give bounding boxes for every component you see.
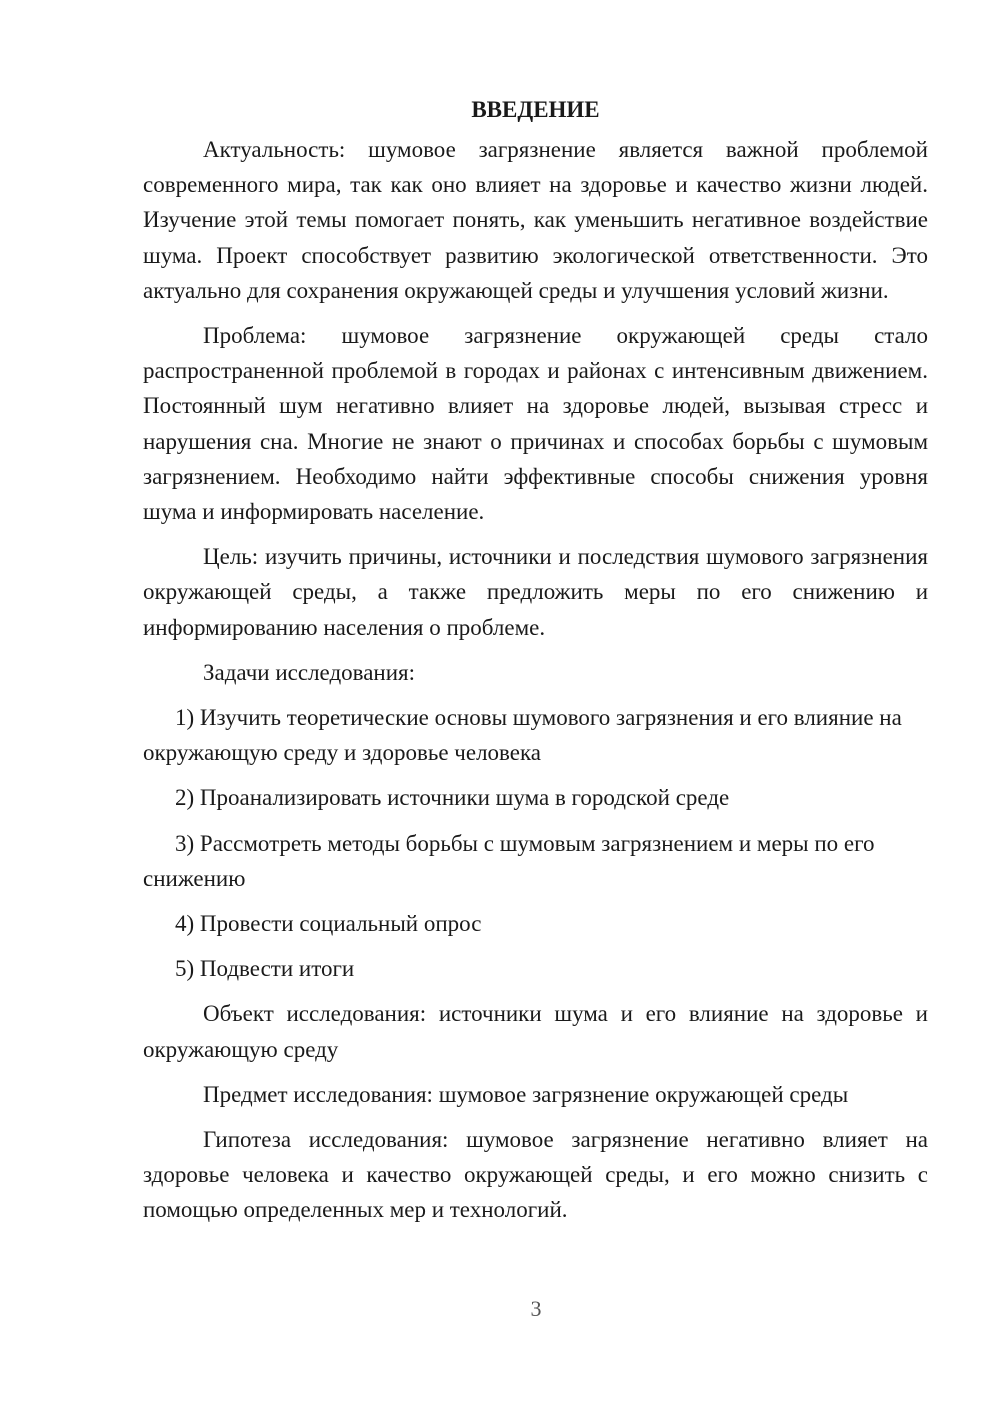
page-content: [143, 92, 928, 1238]
task-item-1: 1) Изучить теоретические основы шумового загрязнения и его влияние на окружающую среду и здоровье человека: [143, 705, 902, 766]
paragraph-hypothesis: Гипотеза исследования: шумовое загрязнение негативно влияет на здоровье человека и качество окружающей среды, и его можно снизить с помощью определенных мер и технологий.: [143, 1127, 928, 1223]
task-item-5: 5) Подвести итоги: [175, 956, 355, 982]
paragraph-subject: Предмет исследования: шумовое загрязнение окружающей среды: [203, 1081, 849, 1107]
task-item-2: 2) Проанализировать источники шума в городской среде: [175, 785, 730, 811]
tasks-title: Задачи исследования:: [203, 659, 416, 685]
paragraph-goal: Цель: изучить причины, источники и последствия шумового загрязнения окружающей среды, а также предложить меры по его снижению и информированию населения о проблеме.: [143, 544, 928, 640]
page-number: 3: [530, 1296, 542, 1321]
paragraph-relevance: Актуальность: шумовое загрязнение является важной проблемой современного мира, так как оно влияет на здоровье и качество жизни людей. Изучение этой темы помогает понять, как уменьшить негативное воздействие шума. Проект способствует развитию экологической ответственности. Это актуально для сохранения окружающей среды и улучшения условий жизни.: [143, 137, 928, 303]
task-item-3: 3) Рассмотреть методы борьбы с шумовым загрязнением и меры по его снижению: [143, 830, 875, 891]
task-item-4: 4) Провести социальный опрос: [175, 911, 482, 937]
paragraph-object: Объект исследования: источники шума и его влияние на здоровье и окружающую среду: [143, 1001, 928, 1062]
section-heading: ВВЕДЕНИЕ: [471, 97, 600, 122]
paragraph-problem: Проблема: шумовое загрязнение окружающей среды стало распространенной проблемой в городах и районах с интенсивным движением. Постоянный шум негативно влияет на здоровье людей, вызывая стресс и нарушения сна. Многие не знают о причинах и способах борьбы с шумовым загрязнением. Необходимо найти эффективные способы снижения уровня шума и информировать население.: [143, 323, 928, 525]
